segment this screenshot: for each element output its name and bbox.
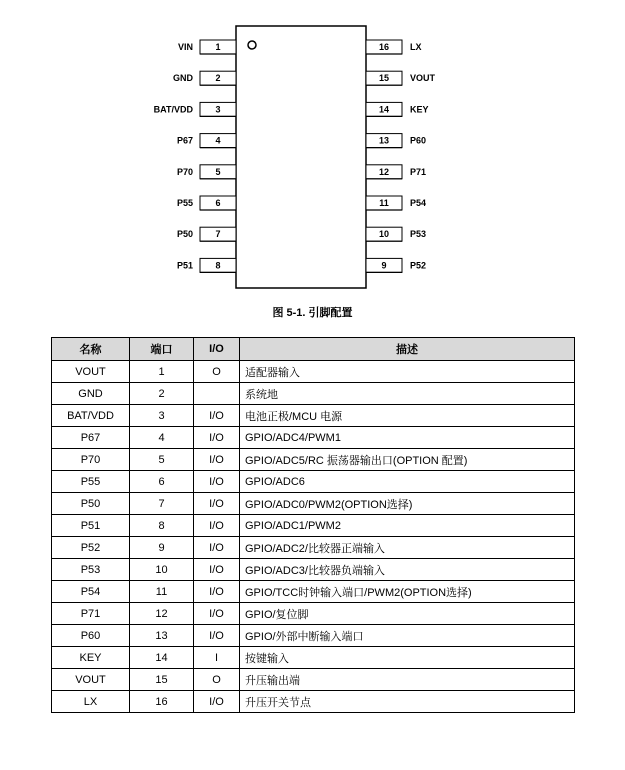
cell-port: 10 [130, 559, 194, 581]
pin-name-left: VIN [177, 42, 193, 52]
cell-io: O [194, 669, 240, 691]
table-row [52, 691, 575, 713]
pin-name-right: P52 [410, 260, 427, 271]
cell-name: P60 [52, 625, 130, 647]
table-row [52, 427, 575, 449]
cell-description: GPIO/TCC时钟输入端口/PWM2(OPTION选择) [240, 581, 575, 603]
cell-description: 升压输出端 [240, 669, 575, 691]
cell-io: I/O [194, 603, 240, 625]
cell-name: P50 [52, 493, 130, 515]
cell-description: GPIO/ADC4/PWM1 [240, 427, 575, 449]
table-row [52, 647, 575, 669]
table-row [52, 471, 575, 493]
cell-io: I/O [194, 581, 240, 603]
header-name: 名称 [52, 338, 130, 361]
cell-name: BAT/VDD [52, 405, 130, 427]
pin-number-left: 6 [215, 198, 221, 208]
pin-number-left: 4 [215, 135, 221, 146]
pin-name-right: KEY [410, 104, 429, 115]
cell-port: 3 [130, 405, 194, 427]
header-io: I/O [194, 338, 240, 361]
cell-name: P52 [52, 537, 130, 559]
cell-name: P67 [52, 427, 130, 449]
cell-port: 13 [130, 625, 194, 647]
cell-description: GPIO/ADC5/RC 振荡器输出口(OPTION 配置) [240, 449, 575, 471]
pin-name-right: VOUT [410, 73, 436, 84]
table-row [52, 625, 575, 647]
cell-io [194, 383, 240, 405]
table-row [52, 537, 575, 559]
pin-number-right: 10 [378, 229, 390, 240]
cell-description: GPIO/ADC3/比较器负端输入 [240, 559, 575, 581]
pin-name-left: P51 [176, 260, 193, 271]
pin-name-right: P54 [410, 198, 427, 208]
pin-number-left: 8 [215, 260, 221, 271]
pin-number-left: 3 [215, 104, 221, 115]
cell-description: GPIO/ADC1/PWM2 [240, 515, 575, 537]
pin-number-right: 9 [381, 260, 387, 271]
cell-port: 8 [130, 515, 194, 537]
cell-port: 2 [130, 383, 194, 405]
cell-name: VOUT [52, 669, 130, 691]
cell-description: GPIO/ADC0/PWM2(OPTION选择) [240, 493, 575, 515]
cell-port: 7 [130, 493, 194, 515]
cell-port: 12 [130, 603, 194, 625]
pin-number-left: 7 [215, 229, 221, 240]
header-port: 端口 [130, 338, 194, 361]
cell-io: I/O [194, 691, 240, 713]
cell-name: P53 [52, 559, 130, 581]
cell-description: GPIO/ADC2/比较器正端输入 [240, 537, 575, 559]
pin-number-left: 5 [215, 166, 221, 177]
cell-description: GPIO/ADC6 [240, 471, 575, 493]
table-row [52, 449, 575, 471]
pin-name-right: P60 [410, 135, 427, 146]
cell-port: 15 [130, 669, 194, 691]
pin-number-right: 13 [378, 135, 390, 146]
table-row [52, 405, 575, 427]
cell-name: P51 [52, 515, 130, 537]
cell-port: 9 [130, 537, 194, 559]
cell-io: I/O [194, 559, 240, 581]
pin-name-right: LX [410, 42, 422, 52]
table-row [52, 361, 575, 383]
cell-port: 14 [130, 647, 194, 669]
cell-port: 16 [130, 691, 194, 713]
pin-number-left: 2 [215, 73, 221, 84]
pin-number-right: 16 [378, 42, 390, 52]
chip-body [236, 26, 366, 288]
cell-port: 4 [130, 427, 194, 449]
pin-name-left: GND [173, 73, 193, 84]
cell-name: LX [52, 691, 130, 713]
figure-caption: 图 5-1. 引脚配置 [272, 307, 353, 319]
cell-io: I/O [194, 405, 240, 427]
cell-name: P54 [52, 581, 130, 603]
cell-port: 1 [130, 361, 194, 383]
cell-description: 按键输入 [240, 647, 575, 669]
pin-number-right: 14 [378, 104, 390, 115]
table-row [52, 669, 575, 691]
pin-name-left: P70 [176, 166, 193, 177]
cell-port: 5 [130, 449, 194, 471]
cell-io: I [194, 647, 240, 669]
table-row [52, 559, 575, 581]
cell-io: O [194, 361, 240, 383]
cell-io: I/O [194, 537, 240, 559]
cell-io: I/O [194, 625, 240, 647]
pin-name-right: P71 [410, 166, 427, 177]
cell-io: I/O [194, 471, 240, 493]
cell-description: GPIO/外部中断输入端口 [240, 625, 575, 647]
table-row [52, 515, 575, 537]
cell-io: I/O [194, 493, 240, 515]
cell-port: 11 [130, 581, 194, 603]
table-header-row [52, 338, 575, 361]
header-description: 描述 [240, 338, 575, 361]
pin-name-right: P53 [410, 229, 427, 240]
cell-name: P71 [52, 603, 130, 625]
pin-number-right: 12 [378, 166, 390, 177]
pin-number-left: 1 [215, 42, 221, 52]
cell-description: 升压开关节点 [240, 691, 575, 713]
table-row [52, 581, 575, 603]
pin-name-left: P50 [176, 229, 193, 240]
pin-description-table [51, 337, 575, 713]
cell-io: I/O [194, 449, 240, 471]
cell-description: 适配器输入 [240, 361, 575, 383]
cell-description: 系统地 [240, 383, 575, 405]
cell-description: GPIO/复位脚 [240, 603, 575, 625]
cell-name: P55 [52, 471, 130, 493]
cell-port: 6 [130, 471, 194, 493]
pin-number-right: 11 [379, 198, 389, 208]
table-row [52, 383, 575, 405]
pin-number-right: 15 [378, 73, 390, 84]
cell-io: I/O [194, 427, 240, 449]
cell-name: VOUT [52, 361, 130, 383]
pin-name-left: BAT/VDD [153, 104, 193, 115]
pinout-diagram [0, 0, 625, 300]
cell-name: GND [52, 383, 130, 405]
table-row [52, 493, 575, 515]
table-body [52, 361, 575, 713]
table-row [52, 603, 575, 625]
cell-description: 电池正极/MCU 电源 [240, 405, 575, 427]
cell-name: KEY [52, 647, 130, 669]
pin-name-left: P67 [176, 135, 193, 146]
pin-name-left: P55 [176, 198, 193, 208]
cell-io: I/O [194, 515, 240, 537]
cell-name: P70 [52, 449, 130, 471]
